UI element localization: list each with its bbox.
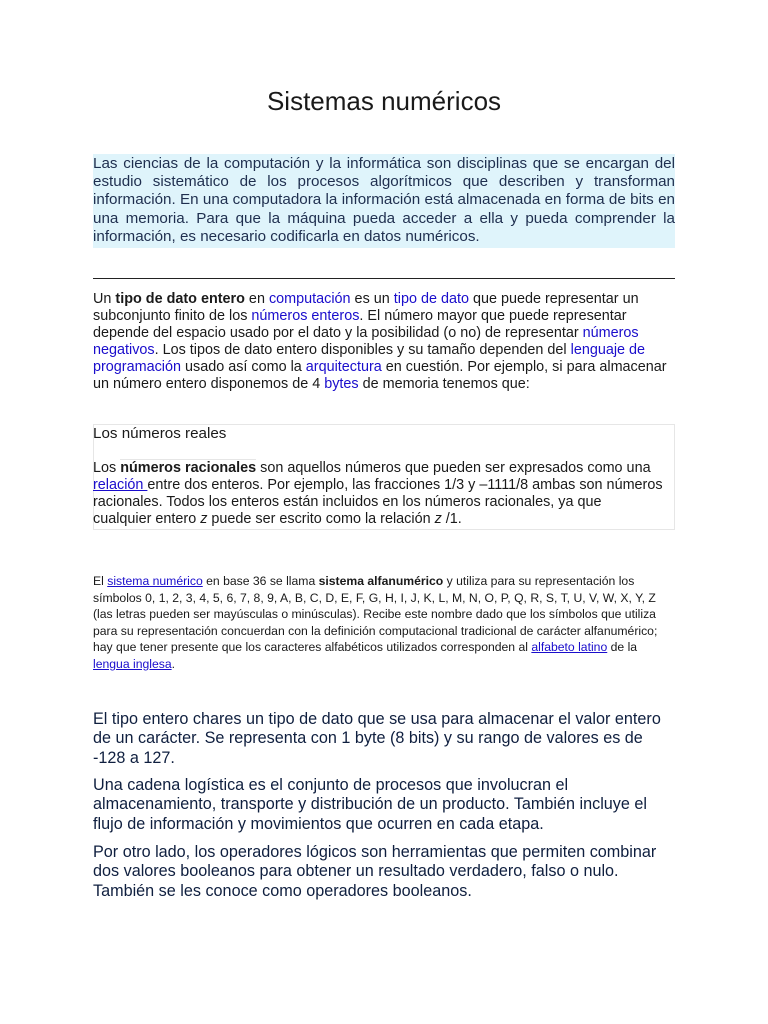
text-span: en [244, 291, 269, 307]
italic-variable: z [434, 511, 442, 527]
intro-paragraph: Las ciencias de la computación y la informática son disciplinas que se encargan del estudio sistemático de los procesos algorítmicos que describen y transforman información. En una computadora la información está almacenada en forma de bits en una memoria. Para que la máquina pueda acceder a ella y pueda comprender la información, es necesario codificarla en datos numéricos. [93, 154, 675, 248]
horizontal-divider [93, 278, 675, 279]
link-tipo-de-dato[interactable]: tipo de dato [393, 291, 469, 307]
char-type-paragraph: El tipo entero chares un tipo de dato que se usa para almacenar el valor entero de un carácter. Se representa con 1 byte (8 bits) y su rango de valores es de -128 a 127. [93, 710, 661, 767]
logistics-paragraph: Una cadena logística es el conjunto de procesos que involucran el almacenamiento, transporte y distribución de un producto. También incluye el flujo de información y movimientos que ocurren en cada etapa. [93, 776, 647, 833]
italic-variable: z [200, 511, 208, 527]
text-span: puede ser escrito como la relación [207, 511, 435, 527]
link-computacion[interactable]: computación [268, 291, 351, 307]
integer-type-paragraph [93, 291, 671, 393]
page-title: Sistemas numéricos [266, 86, 502, 116]
bold-term: sistema alfanumérico [318, 574, 444, 588]
text-span: Un [93, 291, 116, 307]
text-span: es un [350, 291, 394, 307]
logic-operators-paragraph: Por otro lado, los operadores lógicos son herramientas que permiten combinar dos valores booleanos para obtener un resultado verdadero, falso o nulo. También se les conoce como operadores booleanos. [93, 843, 657, 900]
rational-numbers-paragraph [93, 460, 663, 528]
text-span: . El número mayor que puede representar depende del espacio usado por el dato y la posibilidad (o no) de representar [93, 308, 627, 341]
link-relacion[interactable]: relación [93, 477, 148, 493]
text-span: de la [607, 640, 638, 655]
bold-term: tipo de dato entero [115, 291, 245, 307]
text-span: en cuestión. Por ejemplo, si para almacenar un número entero disponemos de 4 [93, 359, 667, 392]
text-span: de memoria tenemos que: [358, 376, 530, 392]
text-span: . Los tipos de dato entero disponibles y su tamaño dependen del [154, 342, 571, 358]
link-bytes[interactable]: bytes [324, 376, 359, 392]
box-title: Los números reales [93, 425, 227, 442]
alphanumeric-paragraph [93, 573, 671, 673]
text-span: son aquellos números que pueden ser expresados como una [256, 460, 651, 476]
link-arquitectura[interactable]: arquitectura [305, 359, 382, 375]
text-span: y utiliza para su representación los símbolos 0, 1, 2, 3, 4, 5, 6, 7, 8, 9, A, B, C, D, E, F, G, H, I, J, K, L, M, N, O, P, Q, R, S, T, U, V, W, X, Y, Z (las letras pueden ser mayúsculas o minúsculas). Recibe este nombre dado que los símbolos que utiliza para su representación concuerdan con la definición computacional tradicional de carácter alfanumérico; hay que tener presente que los caracteres alfabéticos utilizados corresponden al [93, 574, 658, 655]
text-span: entre dos enteros. Por ejemplo, las fracciones 1/3 y –1111/8 ambas son números racionales. Todos los enteros están incluidos en los números racionales, ya que cualquier entero [93, 477, 663, 527]
link-lenguaje-de-programacion[interactable]: lenguaje de programación [93, 342, 646, 375]
text-span: El [93, 574, 108, 588]
link-alfabeto-latino[interactable]: alfabeto latino [531, 640, 608, 655]
link-numeros-negativos[interactable]: números negativos [93, 325, 639, 358]
text-span: en base 36 se llama [202, 574, 319, 588]
link-lengua-inglesa[interactable]: lengua inglesa [93, 656, 172, 671]
text-span: que puede representar un subconjunto finito de los [93, 291, 639, 324]
text-span: Los [93, 460, 121, 476]
text-span: /1. [441, 511, 462, 527]
text-span: . [171, 656, 175, 671]
link-sistema-numerico[interactable]: sistema numérico [107, 574, 203, 588]
text-span: usado así como la [181, 359, 306, 375]
bold-term: números racionales [120, 460, 257, 476]
link-numeros-enteros[interactable]: números enteros [251, 308, 360, 324]
